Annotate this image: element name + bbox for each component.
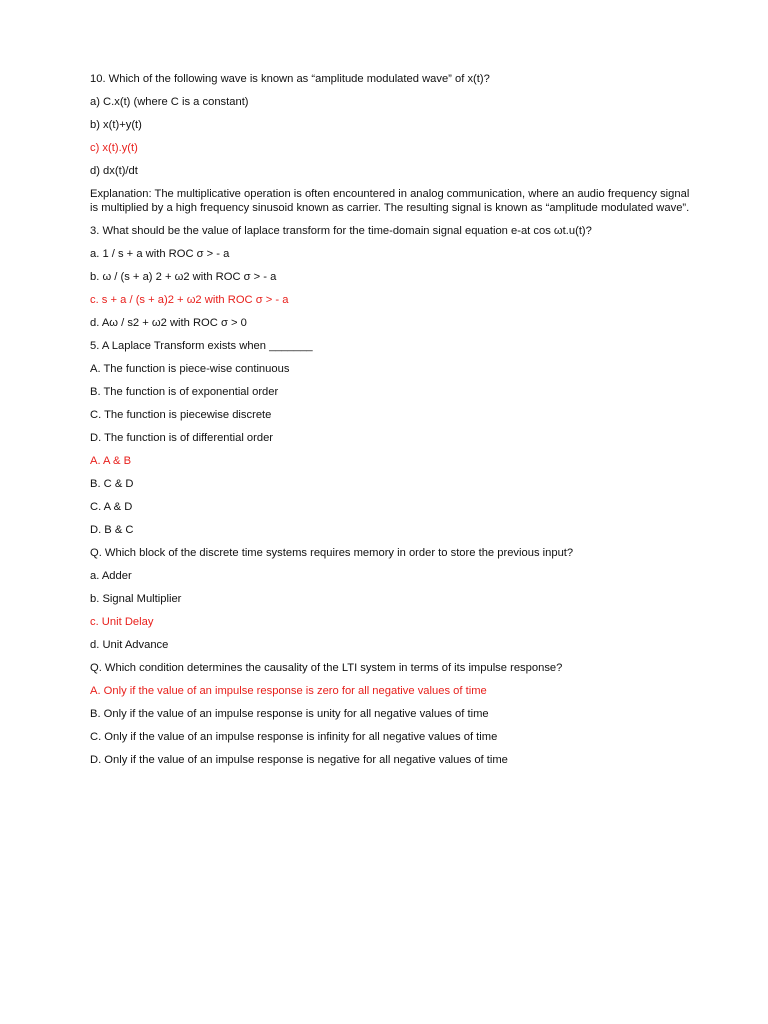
text-line: a) C.x(t) (where C is a constant): [90, 96, 249, 108]
questions-block: [90, 224, 690, 776]
answer-line: c. s + a / (s + a)2 + ω2 with ROC σ > - a: [90, 294, 289, 306]
answer-line: c) x(t).y(t): [90, 142, 138, 154]
text-line: C. Only if the value of an impulse response is infinity for all negative values of time: [90, 731, 498, 743]
text-line: Q. Which block of the discrete time systems requires memory in order to store the previous input?: [90, 547, 574, 559]
text-line: 3. What should be the value of laplace transform for the time-domain signal equation e-at cos ωt.u(t)?: [90, 225, 592, 237]
text-line: Q. Which condition determines the causality of the LTI system in terms of its impulse response?: [90, 662, 563, 674]
answer-line: A. Only if the value of an impulse response is zero for all negative values of time: [90, 685, 487, 697]
text-line: 10. Which of the following wave is known as “amplitude modulated wave” of x(t)?: [90, 73, 490, 85]
text-line: b. ω / (s + a) 2 + ω2 with ROC σ > - a: [90, 271, 277, 283]
text-line: B. The function is of exponential order: [90, 386, 279, 398]
text-line: b) x(t)+y(t): [90, 119, 142, 131]
text-line: d. Unit Advance: [90, 639, 169, 651]
text-line: A. The function is piece-wise continuous: [90, 363, 290, 375]
text-line: d) dx(t)/dt: [90, 165, 138, 177]
text-line: C. A & D: [90, 501, 133, 513]
text-line: C. The function is piecewise discrete: [90, 409, 272, 421]
text-line: a. Adder: [90, 570, 132, 582]
text-line: d. Aω / s2 + ω2 with ROC σ > 0: [90, 317, 247, 329]
text-line: B. C & D: [90, 478, 134, 490]
text-line: D. Only if the value of an impulse response is negative for all negative values of time: [90, 754, 508, 766]
answer-line: A. A & B: [90, 455, 132, 467]
text-line: b. Signal Multiplier: [90, 593, 182, 605]
explanation-paragraph: Explanation: The multiplicative operation is often encountered in analog communication, where an audio frequency signal is multiplied by a high frequency sinusoid known as carrier. The resulting signal is known as “amplitude modulated wave”.: [90, 188, 690, 214]
text-line: a. 1 / s + a with ROC σ > - a: [90, 248, 230, 260]
answer-line: c. Unit Delay: [90, 616, 154, 628]
question-10-block: [90, 72, 690, 187]
text-line: D. The function is of differential order: [90, 432, 274, 444]
document-content: [90, 72, 690, 776]
text-line: D. B & C: [90, 524, 134, 536]
text-line: B. Only if the value of an impulse response is unity for all negative values of time: [90, 708, 489, 720]
text-line: 5. A Laplace Transform exists when _______: [90, 340, 313, 352]
